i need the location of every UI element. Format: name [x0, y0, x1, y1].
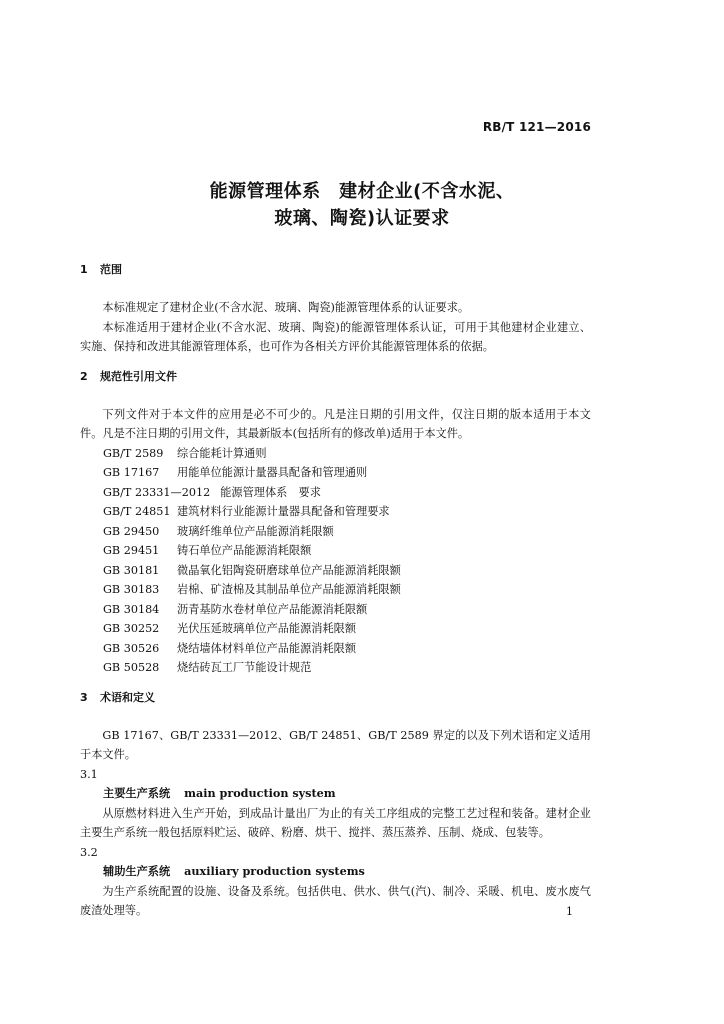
term-chinese: 辅助生产系统	[103, 865, 171, 878]
title-line-1: 能源管理体系 建材企业(不含水泥、	[209, 181, 515, 202]
title-line-2: 玻璃、陶瓷)认证要求	[274, 208, 450, 229]
reference-code: GB 30252	[103, 622, 160, 635]
page-number: 1	[566, 905, 573, 918]
paragraph: GB 17167、GB/T 23331—2012、GB/T 24851、GB/T 2589 界定的以及下列术语和定义适用于本文件。	[80, 728, 591, 761]
term-chinese: 主要生产系统	[103, 787, 171, 800]
section-heading-normative-references	[80, 369, 591, 385]
reference-code: GB 29450	[103, 524, 160, 538]
reference-item	[80, 502, 591, 522]
reference-title: 光伏压延玻璃单位产品能源消耗限额	[177, 622, 357, 635]
reference-item	[80, 444, 591, 464]
section-heading-terms-and-definitions	[80, 690, 591, 706]
reference-title: 铸石单位产品能源消耗限额	[177, 544, 312, 557]
reference-title: 建筑材料行业能源计量器具配备和管理要求	[177, 505, 390, 518]
reference-title: 烧结砖瓦工厂节能设计规范	[177, 661, 312, 674]
term-entry	[80, 862, 591, 882]
section-title: 术语和定义	[100, 690, 155, 704]
reference-item	[80, 658, 591, 678]
section-number: 1	[80, 263, 88, 276]
reference-code: GB 29451	[103, 544, 160, 557]
reference-code: GB 30181	[103, 563, 160, 577]
reference-title: 岩棉、矿渣棉及其制品单位产品能源消耗限额	[177, 583, 401, 596]
section-title: 规范性引用文件	[100, 369, 177, 383]
reference-code: GB 30526	[103, 641, 160, 655]
term-definition: 从原燃材料进入生产开始，到成品计量出厂为止的有关工序组成的完整工艺过程和装备。建材企业主要生产系统一般包括原料贮运、破碎、粉磨、烘干、搅拌、蒸压蒸养、压制、烧成、包装等。	[80, 806, 591, 839]
reference-title: 用能单位能源计量器具配备和管理通则	[177, 466, 368, 479]
document-body	[80, 262, 591, 921]
term-english: auxiliary production systems	[184, 864, 365, 878]
reference-title: 能源管理体系 要求	[220, 485, 321, 499]
paragraph: 本标准规定了建材企业(不含水泥、玻璃、陶瓷)能源管理体系的认证要求。	[102, 301, 470, 314]
reference-item	[80, 600, 591, 620]
reference-list	[80, 444, 591, 678]
paragraph: 下列文件对于本文件的应用是必不可少的。凡是注日期的引用文件，仅注日期的版本适用于本文件。凡是不注日期的引用文件，其最新版本(包括所有的修改单)适用于本文件。	[80, 407, 591, 440]
document-title	[80, 178, 644, 232]
standard-code: RB/T 121—2016	[482, 120, 591, 134]
reference-code: GB 17167	[103, 466, 160, 479]
reference-title: 微晶氧化铝陶瓷研磨球单位产品能源消耗限额	[177, 563, 401, 577]
reference-item	[80, 541, 591, 561]
reference-item	[80, 483, 591, 503]
subsection-number: 3.2	[80, 845, 98, 859]
section-title: 范围	[100, 263, 122, 276]
reference-item	[80, 463, 591, 483]
reference-code: GB 30183	[103, 583, 160, 596]
reference-item	[80, 639, 591, 659]
section-number: 2	[80, 369, 88, 383]
reference-title: 综合能耗计算通则	[177, 446, 267, 460]
reference-item	[80, 561, 591, 581]
term-definition: 为生产系统配置的设施、设备及系统。包括供电、供水、供气(汽)、制冷、采暖、机电、废水废气废渣处理等。	[80, 884, 591, 917]
reference-title: 沥青基防水卷材单位产品能源消耗限额	[177, 602, 368, 616]
reference-title: 烧结墙体材料单位产品能源消耗限额	[177, 641, 357, 655]
reference-code: GB/T 2589	[103, 446, 164, 460]
paragraph: 本标准适用于建材企业(不含水泥、玻璃、陶瓷)的能源管理体系认证，可用于其他建材企业建立、实施、保持和改进其能源管理体系，也可作为各相关方评价其能源管理体系的依据。	[80, 320, 591, 353]
reference-item	[80, 580, 591, 600]
reference-code: GB/T 24851	[103, 505, 171, 518]
term-entry	[80, 784, 591, 804]
subsection-number: 3.1	[80, 767, 98, 781]
reference-item	[80, 522, 591, 542]
section-heading-scope	[80, 262, 591, 278]
term-english: main production system	[184, 786, 336, 800]
section-number: 3	[80, 690, 88, 704]
reference-item	[80, 619, 591, 639]
reference-code: GB 50528	[103, 661, 160, 674]
reference-title: 玻璃纤维单位产品能源消耗限额	[177, 524, 334, 538]
reference-code: GB/T 23331—2012	[103, 485, 211, 499]
reference-code: GB 30184	[103, 602, 160, 616]
